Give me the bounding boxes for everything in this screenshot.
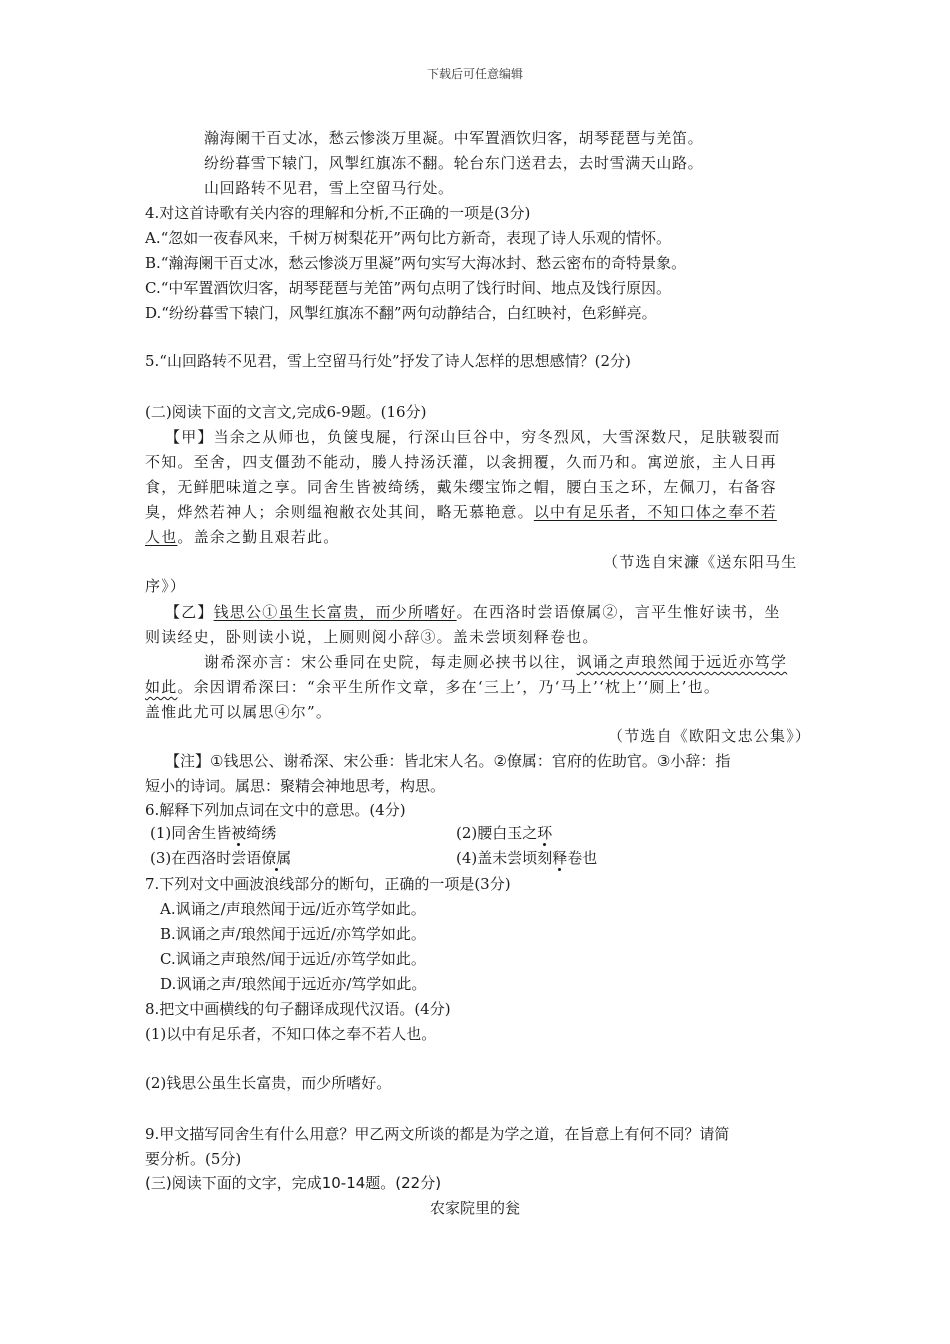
yi-line-1 [165, 602, 781, 622]
section3-article-title: 农家院里的瓮 [429, 1199, 520, 1217]
source-jia-cont: 序》） [145, 577, 187, 595]
q6-item-3 [150, 848, 291, 868]
q6-item-4 [456, 848, 597, 868]
yi-line-1-text: 。在西洛时尝语僚属②，言平生惟好读书，坐 [456, 603, 781, 621]
poem-line-1: 瀚海阑干百丈冰，愁云惨淡万里凝。中军置酒饮归客，胡琴琵琶与羌笛。 [204, 129, 704, 147]
jia-underlined-sentence: 以中有足乐者，不知口体之奉不若 [533, 503, 777, 521]
jia-underlined-end: 人也 [145, 528, 178, 546]
poem-line-3: 山回路转不见君，雪上空留马行处。 [204, 179, 454, 197]
jia-line-3: 食，无鲜肥味道之享。同舍生皆被绮绣，戴朱缨宝饰之帽，腰白玉之环，左佩刀，右备容 [145, 478, 777, 496]
yi-wavy-end: 如此 [145, 678, 178, 696]
q6-item-1-pre: (1)同舍生皆 [150, 824, 232, 842]
q5-stem: 5.“山回路转不见君，雪上空留马行处”抒发了诗人怎样的思想感情？(2分) [145, 352, 631, 370]
q7-option-b: B.讽诵之声/琅然闻于远近/亦笃学如此。 [160, 925, 426, 943]
q8-sentence-1: (1)以中有足乐者，不知口体之奉不若人也。 [145, 1025, 437, 1043]
q4-stem: 4.对这首诗歌有关内容的理解和分析,不正确的一项是(3分) [145, 204, 531, 222]
q6-item-4-dotted: 释 [552, 849, 568, 867]
q9-line-2: 要分析。(5分) [145, 1150, 242, 1168]
yi-wavy-sentence: 讽诵之声琅然闻于远近亦笃学 [576, 653, 788, 671]
q7-stem: 7.下列对文中画波浪线部分的断句，正确的一项是(3分) [145, 875, 511, 893]
q9-line-1: 9.甲文描写同舍生有什么用意？甲乙两文所谈的都是为学之道，在旨意上有何不同？请简 [145, 1125, 730, 1143]
yi-line-3-text: 谢希深亦言：宋公垂同在史院，每走厕必挟书以往， [204, 653, 577, 671]
yi-line-2: 则读经史，卧则读小说，上厕则阅小辞③。盖未尝顷刻释卷也。 [145, 628, 599, 646]
source-jia: （节选自宋濂《送东阳马生 [603, 553, 798, 571]
q4-option-c: C.“中军置酒饮归客，胡琴琵琶与羌笛”两句点明了饯行时间、地点及饯行原因。 [145, 279, 672, 297]
q4-option-d: D.“纷纷暮雪下辕门，风掣红旗冻不翻”两句动静结合，白红映衬，色彩鲜亮。 [145, 304, 657, 322]
note-line-1: 【注】①钱思公、谢希深、宋公垂：皆北宋人名。②僚属：官府的佐助官。③小辞：指 [165, 752, 731, 770]
yi-line-4-text: 。余因谓希深曰：“余平生所作文章，多在‘三上’，乃‘马上’‘枕上’‘厕上’也。 [177, 678, 721, 696]
section2-title: (二)阅读下面的文言文,完成6-9题。(16分) [145, 403, 427, 421]
q6-item-3-pre: (3)在西洛时尝语 [150, 849, 262, 867]
q7-option-d: D.讽诵之声/琅然闻于远近亦/笃学如此。 [160, 975, 427, 993]
section3-title: (三)阅读下面的文字，完成10-14题。(22分) [145, 1174, 442, 1192]
q7-option-a: A.讽诵之/声琅然闻于远/近亦笃学如此。 [160, 900, 426, 918]
jia-line-5 [145, 527, 339, 547]
jia-line-1: 【甲】当余之从师也，负箧曳屣，行深山巨谷中，穷冬烈风，大雪深数尺，足肤皲裂而 [165, 428, 781, 446]
q6-item-2 [456, 823, 552, 843]
q8-stem: 8.把文中画横线的句子翻译成现代汉语。(4分) [145, 1000, 451, 1018]
page-header: 下载后可任意编辑 [426, 67, 523, 81]
q6-item-4-pre: (4)盖未尝顷刻 [456, 849, 553, 867]
jia-line-2: 不知。至舍，四支僵劲不能动，媵人持汤沃灌，以衾拥覆，久而乃和。寓逆旅，主人日再 [145, 453, 777, 471]
jia-line-4 [145, 502, 777, 522]
q6-item-2-pre: (2)腰白玉之 [456, 824, 538, 842]
q6-item-3-dotted: 僚属 [261, 849, 292, 867]
q4-option-b: B.“瀚海阑干百丈冰，愁云惨淡万里凝”两句实写大海冰封、愁云密布的奇特景象。 [145, 254, 687, 272]
q6-stem: 6.解释下列加点词在文中的意思。(4分) [145, 801, 406, 819]
yi-line-5: 盖惟此尤可以属思④尔”。 [145, 703, 333, 721]
jia-line-5-text: 。盖余之勤且艰若此。 [177, 528, 340, 546]
yi-underlined-sentence: 钱思公①虽生长富贵，而少所嗜好 [213, 603, 457, 621]
q6-item-1-post: 绮绣 [246, 824, 277, 842]
q7-option-c: C.讽诵之声琅然/闻于远近/亦笃学如此。 [160, 950, 426, 968]
q6-item-1-dotted: 被 [231, 824, 247, 842]
yi-line-3 [204, 652, 787, 672]
q6-item-2-dotted: 环 [537, 824, 553, 842]
jia-line-4-text: 臭，烨然若神人；余则缊袍敝衣处其间，略无慕艳意。 [145, 503, 534, 521]
q8-sentence-2: (2)钱思公虽生长富贵，而少所嗜好。 [145, 1074, 392, 1092]
source-yi: （节选自《欧阳文忠公集》） [608, 727, 812, 745]
q6-item-4-post: 卷也 [567, 849, 598, 867]
yi-label: 【乙】 [165, 603, 214, 621]
poem-line-2: 纷纷暮雪下辕门，风掣红旗冻不翻。轮台东门送君去，去时雪满天山路。 [204, 154, 704, 172]
q6-item-1 [150, 823, 276, 843]
yi-line-4 [145, 677, 720, 697]
q4-option-a: A.“忽如一夜春风来，千树万树梨花开”两句比方新奇，表现了诗人乐观的情怀。 [145, 229, 671, 247]
note-line-2: 短小的诗词。属思：聚精会神地思考，构思。 [145, 777, 446, 795]
